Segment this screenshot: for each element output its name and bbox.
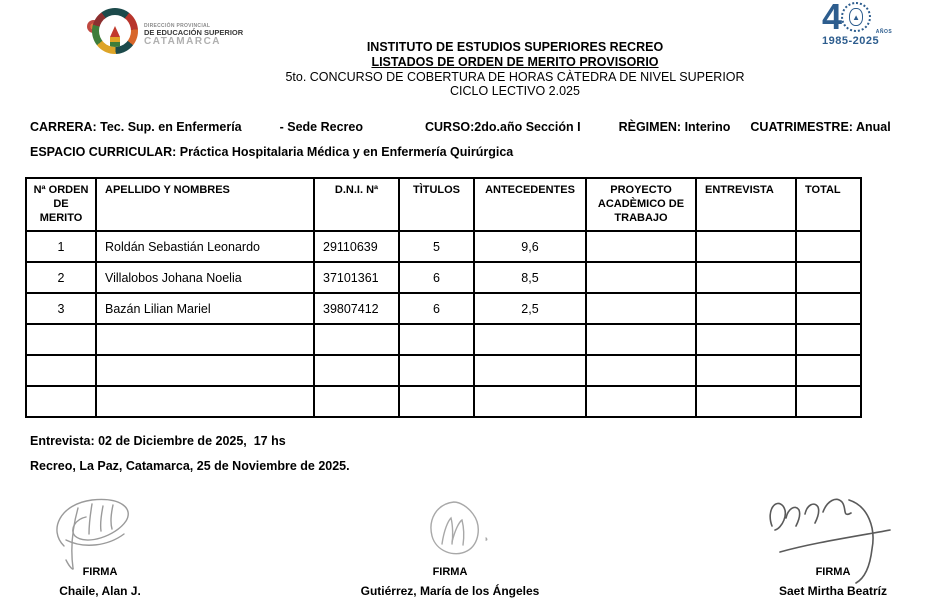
place-date-line: Recreo, La Paz, Catamarca, 25 de Noviembre de 2025. [30, 459, 350, 473]
table-cell [696, 386, 796, 417]
table-cell [26, 355, 96, 386]
sede-value: - Sede Recreo [279, 120, 363, 134]
forty-years-logo [822, 2, 932, 50]
table-cell: 5 [399, 231, 474, 262]
table-row [26, 293, 861, 324]
table-cell [314, 355, 399, 386]
curso-value: CURSO:2do.año Sección I [425, 120, 581, 134]
regimen-value: RÈGIMEN: Interino [618, 120, 731, 134]
table-cell [26, 386, 96, 417]
table-cell [796, 293, 861, 324]
table-row [26, 324, 861, 355]
course-info-line [30, 120, 930, 134]
table-cell: 9,6 [474, 231, 586, 262]
table-cell [586, 231, 696, 262]
logo-left-line3: CATAMARCA [144, 36, 222, 48]
table-cell: 8,5 [474, 262, 586, 293]
table-row [26, 231, 861, 262]
table-row [26, 355, 861, 386]
carrera-value: CARRERA: Tec. Sup. en Enfermería [30, 120, 242, 134]
signature-gutierrez-icon [424, 498, 492, 560]
cuatrimestre-value: CUATRIMESTRE: Anual [750, 120, 891, 134]
table-cell [399, 324, 474, 355]
table-cell: 29110639 [314, 231, 399, 262]
document-title-block [225, 40, 805, 99]
institute-title: INSTITUTO DE ESTUDIOS SUPERIORES RECREO [366, 40, 664, 54]
table-cell [586, 293, 696, 324]
table-cell [796, 355, 861, 386]
table-cell: Bazán Lilian Mariel [96, 293, 314, 324]
table-cell: 1 [26, 231, 96, 262]
table-cell [586, 262, 696, 293]
table-cell [474, 324, 586, 355]
table-cell [314, 386, 399, 417]
table-cell [796, 231, 861, 262]
header-entrevista: ENTREVISTA [696, 178, 796, 231]
firma-label-1: FIRMA [82, 566, 118, 578]
table-cell [796, 262, 861, 293]
merit-order-table [25, 177, 862, 418]
table-cell [696, 355, 796, 386]
table-cell: 6 [399, 262, 474, 293]
table-cell [314, 324, 399, 355]
header-orden-merito: Nª ORDEN DE MERITO [26, 178, 96, 231]
header-dni: D.N.I. Nª [314, 178, 399, 231]
table-cell [399, 386, 474, 417]
table-cell [696, 262, 796, 293]
table-cell: 2 [26, 262, 96, 293]
header-titulos: TÌTULOS [399, 178, 474, 231]
forty-anios-label: AÑOS [875, 28, 893, 35]
espacio-curricular-line: ESPACIO CURRICULAR: Práctica Hospitalaria Médica y en Enfermería Quirúrgica [30, 145, 514, 159]
table-row [26, 262, 861, 293]
table-cell [399, 355, 474, 386]
table-cell: 3 [26, 293, 96, 324]
logo-left-line2: DE EDUCACIÓN SUPERIOR [144, 28, 244, 38]
logo-left-line1: DIRECCIÓN PROVINCIAL [144, 23, 211, 30]
table-cell [696, 293, 796, 324]
catamarca-emblem-icon [88, 6, 138, 56]
table-header-row [26, 178, 861, 231]
table-cell: 2,5 [474, 293, 586, 324]
table-cell [474, 386, 586, 417]
table-cell: 37101361 [314, 262, 399, 293]
header-proyecto: PROYECTO ACADÈMICO DE TRABAJO [586, 178, 696, 231]
table-cell [586, 355, 696, 386]
entrevista-date-line: Entrevista: 02 de Diciembre de 2025, 17 hs [30, 434, 286, 448]
concurso-subtitle: 5to. CONCURSO DE COBERTURA DE HORAS CÀTEDRA DE NIVEL SUPERIOR [285, 69, 745, 84]
forty-number: 4 [822, 0, 841, 37]
firma-name-gutierrez: Gutiérrez, María de los Ángeles [360, 584, 540, 598]
table-cell [96, 386, 314, 417]
forty-seal-icon: ▲ [841, 2, 871, 32]
table-cell [96, 324, 314, 355]
table-row [26, 386, 861, 417]
table-cell: Villalobos Johana Noelia [96, 262, 314, 293]
header-apellido-nombres: APELLIDO Y NOMBRES [96, 178, 314, 231]
ciclo-lectivo: CICLO LECTIVO 2.025 [450, 84, 580, 99]
firma-name-chaile: Chaile, Alan J. [59, 584, 141, 598]
table-cell [474, 355, 586, 386]
table-cell: Roldán Sebastián Leonardo [96, 231, 314, 262]
firma-label-2: FIRMA [432, 566, 468, 578]
table-cell [26, 324, 96, 355]
table-cell: 6 [399, 293, 474, 324]
forty-years-range: 1985-2025 [822, 34, 880, 47]
table-cell: 39807412 [314, 293, 399, 324]
table-cell [96, 355, 314, 386]
table-cell [586, 386, 696, 417]
firma-label-3: FIRMA [815, 566, 851, 578]
listado-title: LISTADOS DE ORDEN DE MERITO PROVISORIO [371, 54, 659, 69]
emblem-mountain-icon [106, 25, 124, 47]
table-cell [586, 324, 696, 355]
table-cell [696, 324, 796, 355]
table-cell [796, 324, 861, 355]
table-cell [796, 386, 861, 417]
signature-chaile-icon [42, 494, 147, 572]
table-cell [696, 231, 796, 262]
header-total: TOTAL [796, 178, 861, 231]
firma-name-saet: Saet Mirtha Beatríz [778, 584, 888, 598]
header-antecedentes: ANTECEDENTES [474, 178, 586, 231]
